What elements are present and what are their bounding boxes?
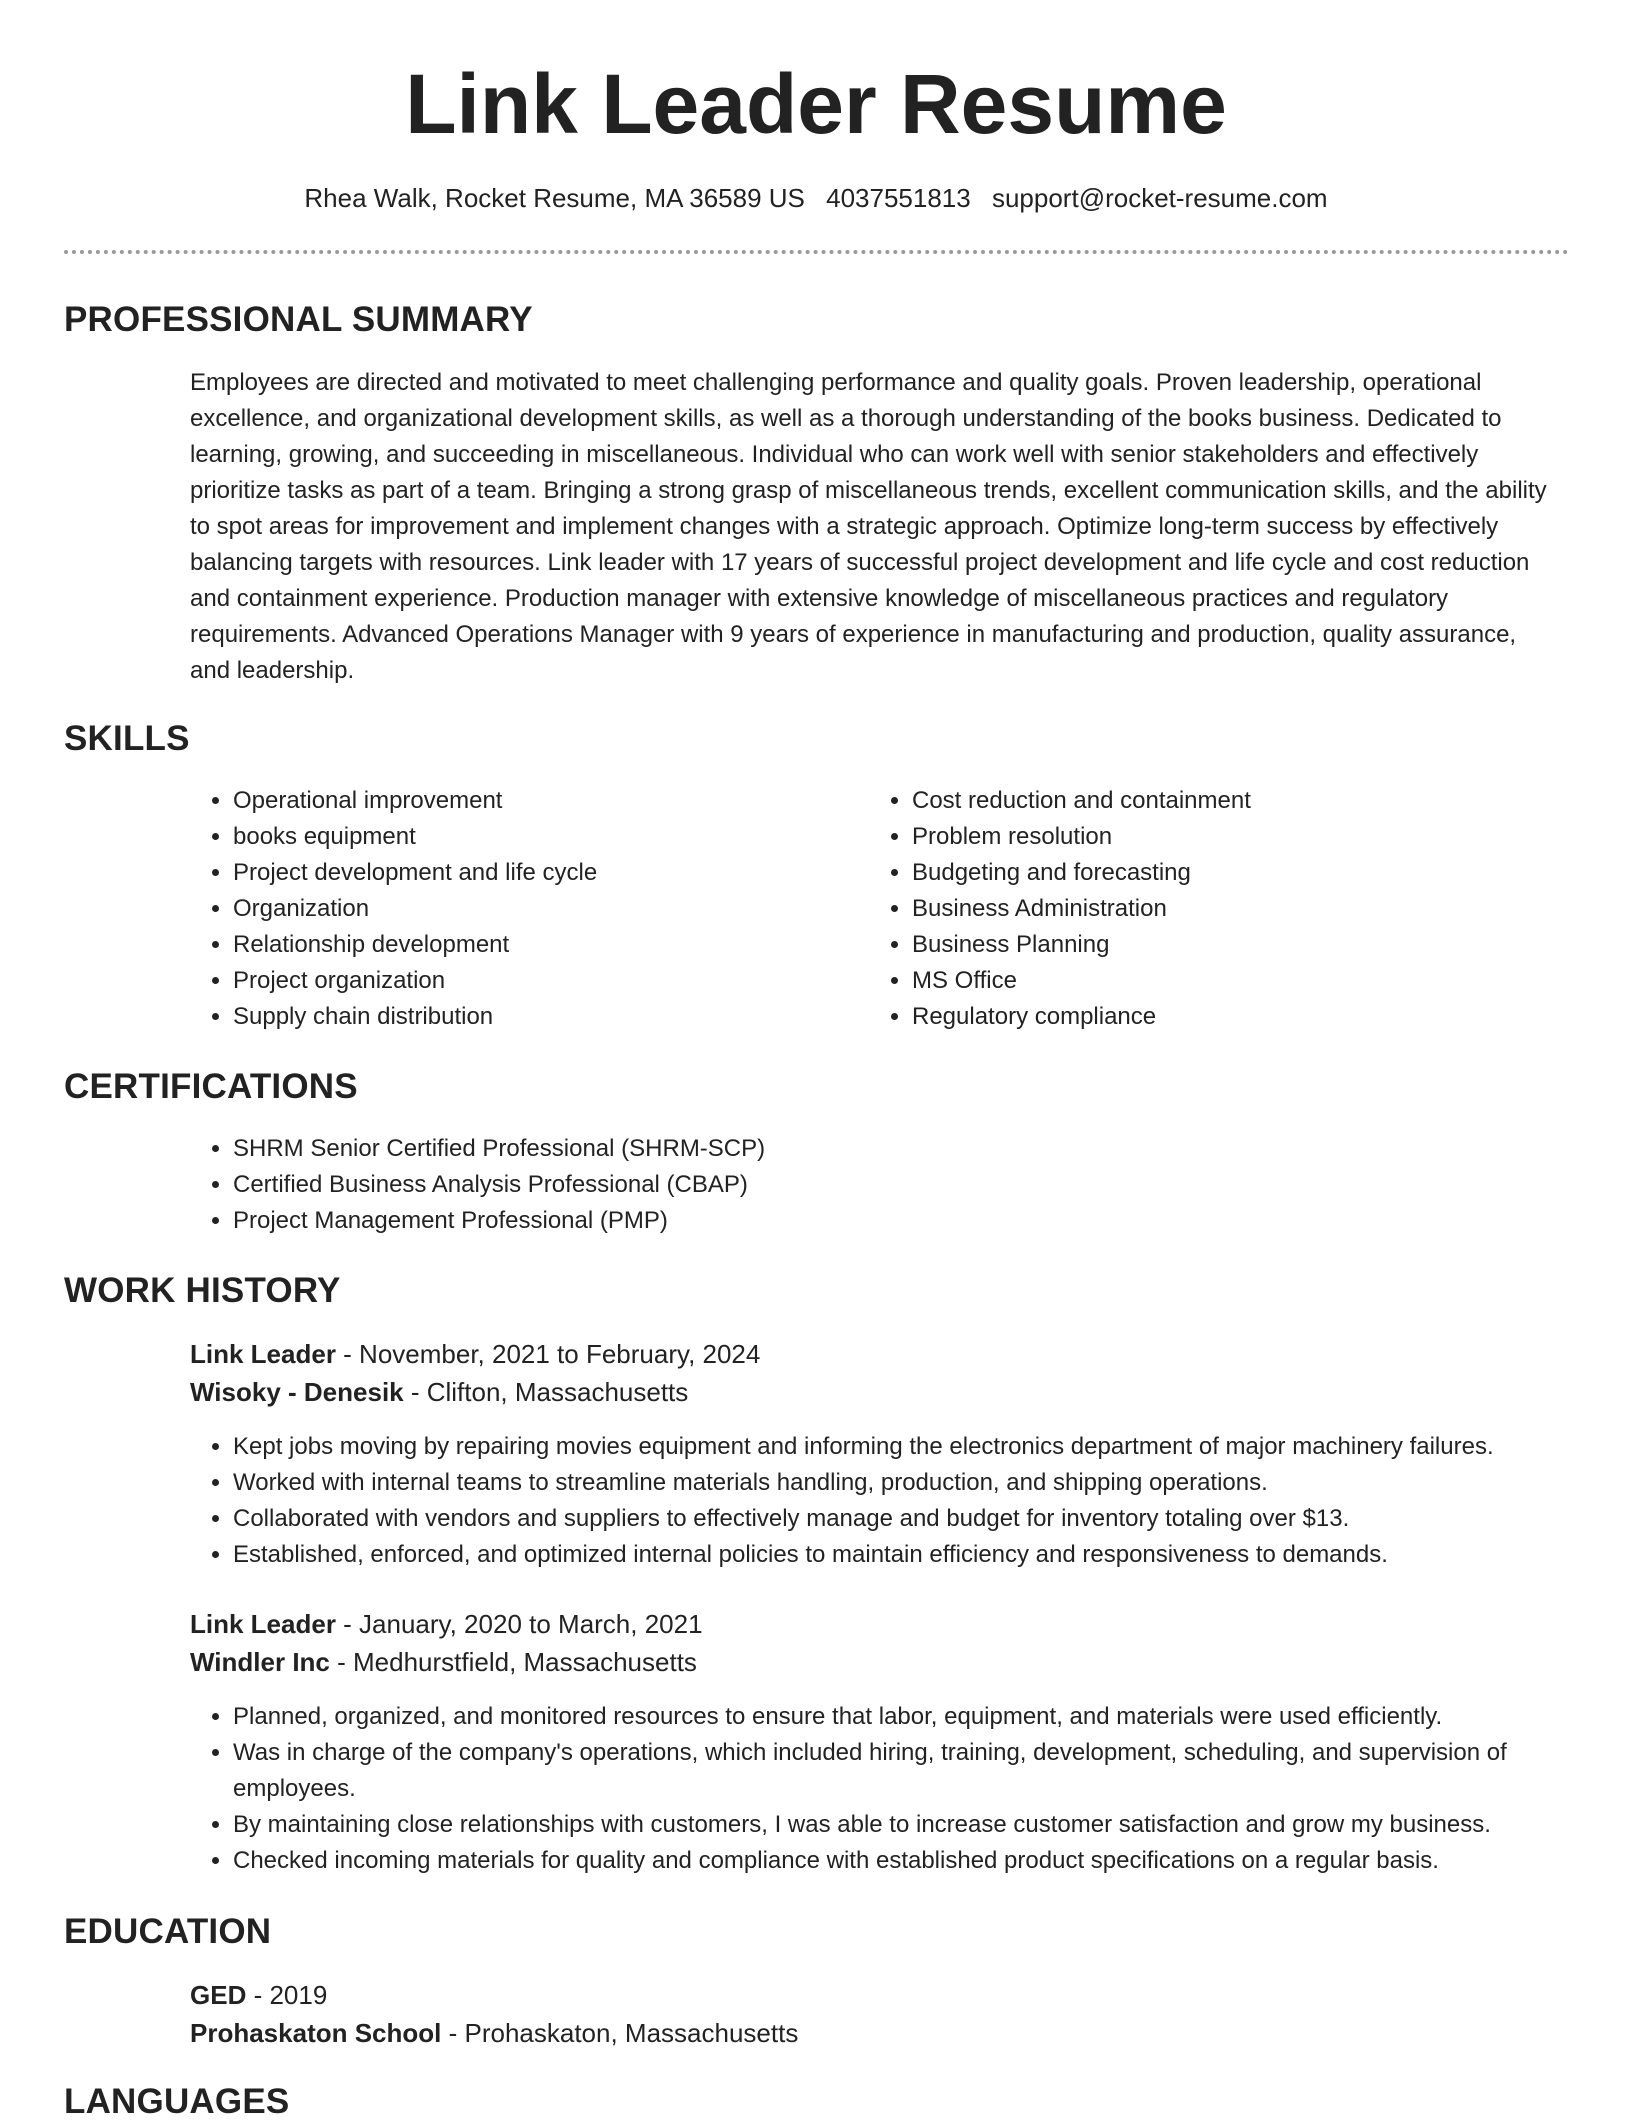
skill-item: • Operational improvement [233, 783, 853, 819]
job-location: - Medhurstfield, Massachusetts [329, 1647, 697, 1677]
skill-item: • Problem resolution [912, 819, 1532, 855]
skill-item: • Budgeting and forecasting [912, 855, 1532, 891]
job-title: Link Leader [190, 1339, 336, 1369]
resume-title: Link Leader Resume [405, 57, 1227, 151]
contact-phone: 4037551813 [826, 183, 971, 213]
skill-item: • Project development and life cycle [233, 855, 853, 891]
skill-item: • books equipment [233, 819, 853, 855]
job-location: - Clifton, Massachusetts [403, 1377, 689, 1407]
work-history-heading: WORK HISTORY [64, 1271, 341, 1310]
job-bullet: • Kept jobs moving by repairing movies equipment and informing the electronics department of major machinery failures. [233, 1429, 1623, 1465]
education-heading: EDUCATION [64, 1912, 272, 1951]
languages-heading: LANGUAGES [64, 2082, 290, 2121]
contact-address: Rhea Walk, Rocket Resume, MA 36589 US [304, 183, 805, 213]
education-entry [190, 1976, 1570, 2052]
job-company-line [190, 1373, 1570, 1411]
education-school: Prohaskaton School [190, 2018, 442, 2048]
job-bullets [190, 1699, 1603, 1879]
job-bullet: • By maintaining close relationships with customers, I was able to increase customer satisfaction and grow my business. [233, 1807, 1603, 1843]
job-dates: - November, 2021 to February, 2024 [335, 1339, 761, 1369]
job-company: Wisoky - Denesik [190, 1377, 404, 1407]
skill-item: • Supply chain distribution [233, 999, 853, 1035]
skill-item: • MS Office [912, 963, 1532, 999]
skill-item: • Organization [233, 891, 853, 927]
education-degree: GED [190, 1980, 247, 2010]
job-bullets [190, 1429, 1623, 1573]
job-company: Windler Inc [190, 1647, 330, 1677]
job-entry [190, 1335, 1570, 1411]
education-year: - 2019 [246, 1980, 328, 2010]
skill-item: • Business Planning [912, 927, 1532, 963]
certifications-list [190, 1131, 1603, 1239]
certification-item: • Certified Business Analysis Professional (CBAP) [233, 1167, 1603, 1203]
job-title: Link Leader [190, 1609, 336, 1639]
skills-heading: SKILLS [64, 719, 190, 758]
skill-item: • Cost reduction and containment [912, 783, 1532, 819]
header-divider [64, 250, 1569, 254]
job-title-line [190, 1335, 1570, 1373]
contact-email: support@rocket-resume.com [991, 183, 1328, 213]
job-bullet: • Was in charge of the company's operations, which included hiring, training, development, scheduling, and supervision of employees. [233, 1735, 1603, 1807]
summary-heading: PROFESSIONAL SUMMARY [64, 300, 533, 339]
job-bullet: • Established, enforced, and optimized internal policies to maintain efficiency and responsiveness to demands. [233, 1537, 1623, 1573]
education-location: - Prohaskaton, Massachusetts [441, 2018, 799, 2048]
job-title-line [190, 1605, 1570, 1643]
skills-list-left [190, 783, 853, 1035]
skill-item: • Regulatory compliance [912, 999, 1532, 1035]
skill-item: • Project organization [233, 963, 853, 999]
job-bullet: • Worked with internal teams to streamline materials handling, production, and shipping operations. [233, 1465, 1623, 1501]
contact-line [0, 180, 1632, 216]
job-entry [190, 1605, 1570, 1681]
education-school-line [190, 2014, 1570, 2052]
education-degree-line [190, 1976, 1570, 2014]
job-bullet: • Planned, organized, and monitored resources to ensure that labor, equipment, and materials were used efficiently. [233, 1699, 1603, 1735]
skills-list-right [869, 783, 1532, 1035]
job-dates: - January, 2020 to March, 2021 [335, 1609, 703, 1639]
summary-text: Employees are directed and motivated to meet challenging performance and quality goals. Proven leadership, operational excellence, and organizational development skills, as well as a thorough understanding of the books business. Dedicated to learning, growing, and succeeding in miscellaneous. Individual who can work well with senior stakeholders and effectively prioritize tasks as part of a team. Bringing a strong grasp of miscellaneous trends, excellent communication skills, and the ability to spot areas for improvement and implement changes with a strategic approach. Optimize long-term success by effectively balancing targets with resources. Link leader with 17 years of successful project development and life cycle and cost reduction and containment experience. Production manager with extensive knowledge of miscellaneous practices and regulatory requirements. Advanced Operations Manager with 9 years of experience in manufacturing and production, quality assurance, and leadership. [190, 369, 1547, 684]
skill-item: • Business Administration [912, 891, 1532, 927]
certification-item: • Project Management Professional (PMP) [233, 1203, 1603, 1239]
job-company-line [190, 1643, 1570, 1681]
skill-item: • Relationship development [233, 927, 853, 963]
job-bullet: • Checked incoming materials for quality and compliance with established product specifications on a regular basis. [233, 1843, 1603, 1879]
job-bullet: • Collaborated with vendors and suppliers to effectively manage and budget for inventory totaling over $13. [233, 1501, 1623, 1537]
certifications-heading: CERTIFICATIONS [64, 1067, 358, 1106]
certification-item: • SHRM Senior Certified Professional (SHRM-SCP) [233, 1131, 1603, 1167]
